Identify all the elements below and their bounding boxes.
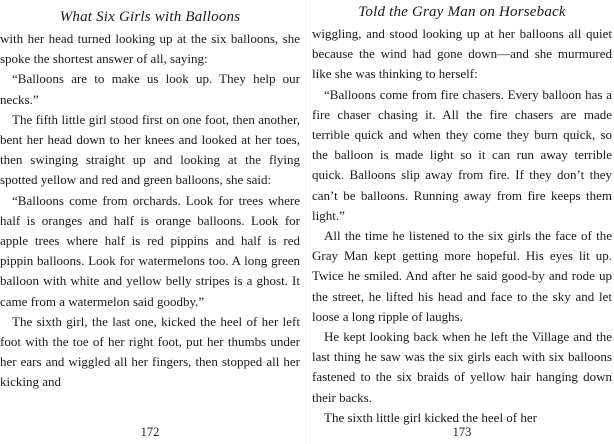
page-number-right: 173	[452, 425, 472, 439]
paragraph: “Balloons come from fire chasers. Every balloon has a fire chaser chasing it. All the fire chasers are made terrible quick and when they come they burn quick, so the balloon is made light so it can run away terrible quick. Balloons slip away from fire. If they don’t they can’t be balloons. Running away from fire keeps them light.”	[312, 86, 612, 223]
paragraph: “Balloons come from orchards. Look for trees where half is oranges and half is orange balloons. Look for apple trees where half is red pippins and half is red pippin balloons. Look for watermelons too. A long green balloon with white and yellow belly stripes is a ghost. It came from a watermelon said goodby.”	[0, 192, 300, 309]
paragraph: The sixth girl, the last one, kicked the heel of her left foot with the toe of her right foot, put her thumbs under her ears and wiggled all her fingers, then stopped all her kicking and	[0, 313, 300, 390]
paragraph: with her head turned looking up at the six balloons, she spoke the shortest answer of all, saying:	[0, 31, 300, 67]
running-head-right: Told the Gray Man on Horseback	[358, 4, 566, 20]
left-page	[0, 0, 300, 444]
paragraph: The fifth little girl stood first on one foot, then another, bent her head down to her knees and looked at her toes, then swinging straight up and looking at the flying spotted yellow and red and green balloons, she said:	[0, 111, 300, 188]
right-page	[312, 0, 612, 444]
running-head-left: What Six Girls with Balloons	[59, 9, 241, 25]
paragraph: He kept looking back when he left the Village and the last thing he saw was the six girls each with six balloons fastened to the six braids of yellow hair hanging down their backs.	[312, 329, 612, 405]
paragraph: All the time he listened to the six girls the face of the Gray Man kept getting more hopeful. His eyes lit up. Twice he smiled. And after he said good-by and rode up the street, he lifted his head and face to the sky and let loose a long ripple of laughs.	[312, 228, 612, 324]
paragraph: “Balloons are to make us look up. They help our necks.”	[0, 71, 300, 107]
paragraph: The sixth little girl kicked the heel of her	[324, 409, 537, 425]
left-page-body	[0, 29, 300, 393]
gutter	[305, 0, 307, 444]
paragraph: wiggling, and stood looking up at her balloons all quiet because the wind had gone down—and she murmured like she was thinking to herself:	[312, 26, 612, 82]
right-page-body	[312, 24, 612, 428]
page-number-left: 172	[140, 425, 160, 439]
